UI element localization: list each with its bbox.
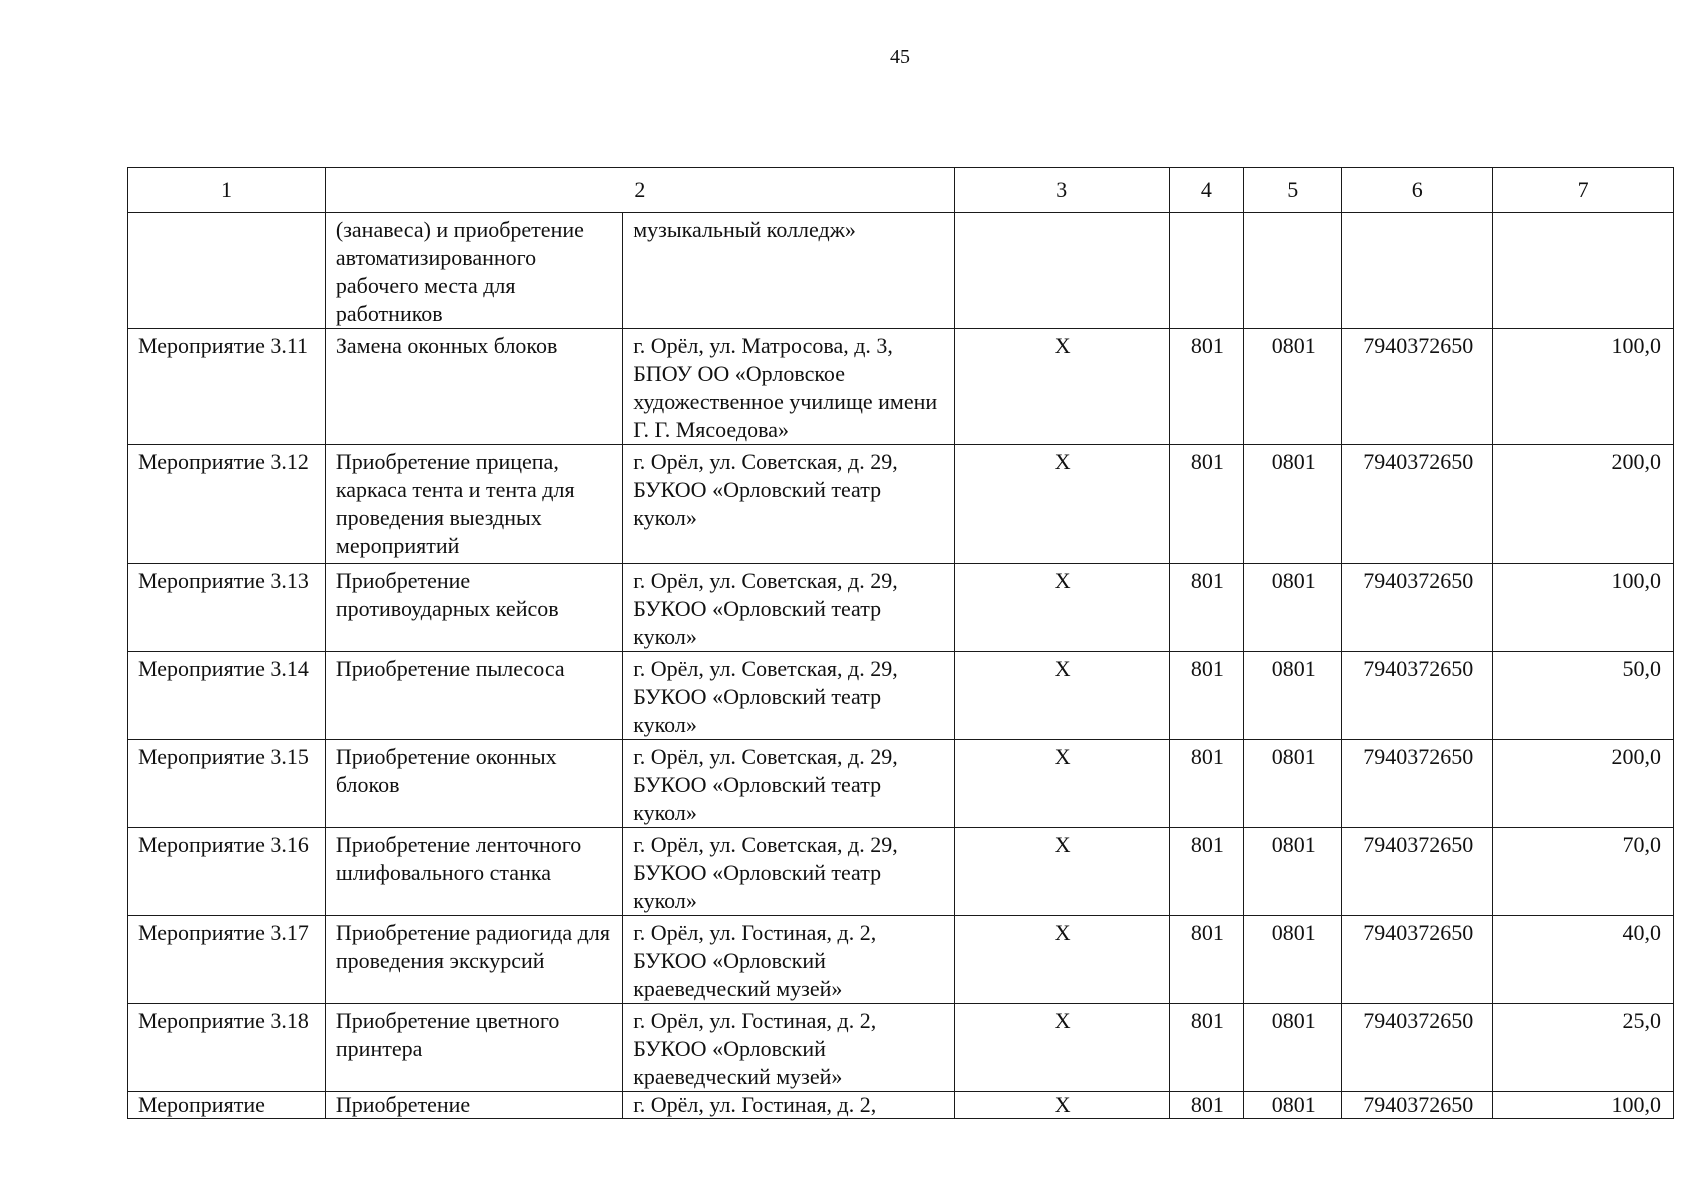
- table-header-row: [128, 168, 1674, 213]
- table-row: [128, 445, 1674, 564]
- col3-cell: Х: [954, 445, 1169, 564]
- description-cell: Приобретение радиогида для проведения экскурсий: [325, 916, 622, 1004]
- amount-cell: [1493, 213, 1674, 329]
- event-cell: Мероприятие 3.16: [128, 828, 326, 916]
- header-cell-1: 1: [128, 168, 326, 213]
- col4-cell: 801: [1169, 1092, 1243, 1119]
- description-cell: Приобретение: [325, 1092, 622, 1119]
- header-cell-5: 5: [1244, 168, 1342, 213]
- col4-cell: [1169, 213, 1243, 329]
- event-cell: [128, 213, 326, 329]
- address-cell: г. Орёл, ул. Советская, д. 29, БУКОО «Орловский театр кукол»: [623, 828, 955, 916]
- budget-measures-table: [127, 167, 1674, 1119]
- event-cell: Мероприятие 3.11: [128, 329, 326, 445]
- description-cell: Приобретение цветного принтера: [325, 1004, 622, 1092]
- col3-cell: [954, 213, 1169, 329]
- amount-cell: 100,0: [1493, 329, 1674, 445]
- header-cell-4: 4: [1169, 168, 1243, 213]
- amount-cell: 100,0: [1493, 564, 1674, 652]
- event-cell: Мероприятие 3.18: [128, 1004, 326, 1092]
- table-row: [128, 916, 1674, 1004]
- col4-cell: 801: [1169, 1004, 1243, 1092]
- table-row: [128, 740, 1674, 828]
- amount-cell: 200,0: [1493, 740, 1674, 828]
- col5-cell: 0801: [1244, 652, 1342, 740]
- header-cell-3: 3: [954, 168, 1169, 213]
- col4-cell: 801: [1169, 740, 1243, 828]
- table-row: [128, 828, 1674, 916]
- address-cell: г. Орёл, ул. Советская, д. 29, БУКОО «Орловский театр кукол»: [623, 564, 955, 652]
- header-cell-2: 2: [325, 168, 954, 213]
- table-row: [128, 213, 1674, 329]
- col6-cell: 7940372650: [1342, 445, 1493, 564]
- address-cell: г. Орёл, ул. Матросова, д. 3, БПОУ ОО «Орловское художественное училище имени Г. Г. Мясоедова»: [623, 329, 955, 445]
- col4-cell: 801: [1169, 564, 1243, 652]
- col3-cell: Х: [954, 1004, 1169, 1092]
- description-cell: Приобретение ленточного шлифовального станка: [325, 828, 622, 916]
- col5-cell: 0801: [1244, 916, 1342, 1004]
- col5-cell: 0801: [1244, 740, 1342, 828]
- event-cell: Мероприятие 3.12: [128, 445, 326, 564]
- table-row: [128, 564, 1674, 652]
- description-cell: Замена оконных блоков: [325, 329, 622, 445]
- col5-cell: 0801: [1244, 1092, 1342, 1119]
- description-cell: (занавеса) и приобретение автоматизированного рабочего места для работников: [325, 213, 622, 329]
- amount-cell: 50,0: [1493, 652, 1674, 740]
- col6-cell: 7940372650: [1342, 1004, 1493, 1092]
- col4-cell: 801: [1169, 652, 1243, 740]
- col5-cell: 0801: [1244, 564, 1342, 652]
- col3-cell: Х: [954, 1092, 1169, 1119]
- amount-cell: 40,0: [1493, 916, 1674, 1004]
- col6-cell: 7940372650: [1342, 564, 1493, 652]
- col5-cell: 0801: [1244, 445, 1342, 564]
- address-cell: г. Орёл, ул. Гостиная, д. 2, БУКОО «Орловский краеведческий музей»: [623, 1004, 955, 1092]
- address-cell: г. Орёл, ул. Советская, д. 29, БУКОО «Орловский театр кукол»: [623, 445, 955, 564]
- col6-cell: 7940372650: [1342, 1092, 1493, 1119]
- event-cell: Мероприятие 3.13: [128, 564, 326, 652]
- address-cell: г. Орёл, ул. Советская, д. 29, БУКОО «Орловский театр кукол»: [623, 652, 955, 740]
- col6-cell: 7940372650: [1342, 740, 1493, 828]
- amount-cell: 100,0: [1493, 1092, 1674, 1119]
- table-row: [128, 1092, 1674, 1119]
- col6-cell: [1342, 213, 1493, 329]
- col3-cell: Х: [954, 740, 1169, 828]
- col5-cell: [1244, 213, 1342, 329]
- address-cell: г. Орёл, ул. Советская, д. 29, БУКОО «Орловский театр кукол»: [623, 740, 955, 828]
- page-number: 45: [890, 46, 910, 68]
- table-row: [128, 329, 1674, 445]
- event-cell: Мероприятие 3.15: [128, 740, 326, 828]
- description-cell: Приобретение пылесоса: [325, 652, 622, 740]
- event-cell: Мероприятие 3.14: [128, 652, 326, 740]
- col5-cell: 0801: [1244, 1004, 1342, 1092]
- header-cell-6: 6: [1342, 168, 1493, 213]
- col4-cell: 801: [1169, 916, 1243, 1004]
- col4-cell: 801: [1169, 445, 1243, 564]
- col3-cell: Х: [954, 652, 1169, 740]
- col3-cell: Х: [954, 916, 1169, 1004]
- description-cell: Приобретение оконных блоков: [325, 740, 622, 828]
- col3-cell: Х: [954, 564, 1169, 652]
- description-cell: Приобретение прицепа, каркаса тента и тента для проведения выездных мероприятий: [325, 445, 622, 564]
- address-cell: музыкальный колледж»: [623, 213, 955, 329]
- address-cell: г. Орёл, ул. Гостиная, д. 2, БУКОО «Орловский краеведческий музей»: [623, 916, 955, 1004]
- table-row: [128, 652, 1674, 740]
- address-cell: г. Орёл, ул. Гостиная, д. 2,: [623, 1092, 955, 1119]
- col6-cell: 7940372650: [1342, 652, 1493, 740]
- description-cell: Приобретение противоударных кейсов: [325, 564, 622, 652]
- col4-cell: 801: [1169, 828, 1243, 916]
- col4-cell: 801: [1169, 329, 1243, 445]
- col3-cell: Х: [954, 329, 1169, 445]
- col3-cell: Х: [954, 828, 1169, 916]
- col5-cell: 0801: [1244, 828, 1342, 916]
- col6-cell: 7940372650: [1342, 916, 1493, 1004]
- header-cell-7: 7: [1493, 168, 1674, 213]
- event-cell: Мероприятие 3.17: [128, 916, 326, 1004]
- col6-cell: 7940372650: [1342, 828, 1493, 916]
- col6-cell: 7940372650: [1342, 329, 1493, 445]
- col5-cell: 0801: [1244, 329, 1342, 445]
- amount-cell: 25,0: [1493, 1004, 1674, 1092]
- event-cell: Мероприятие: [128, 1092, 326, 1119]
- table-row: [128, 1004, 1674, 1092]
- amount-cell: 70,0: [1493, 828, 1674, 916]
- amount-cell: 200,0: [1493, 445, 1674, 564]
